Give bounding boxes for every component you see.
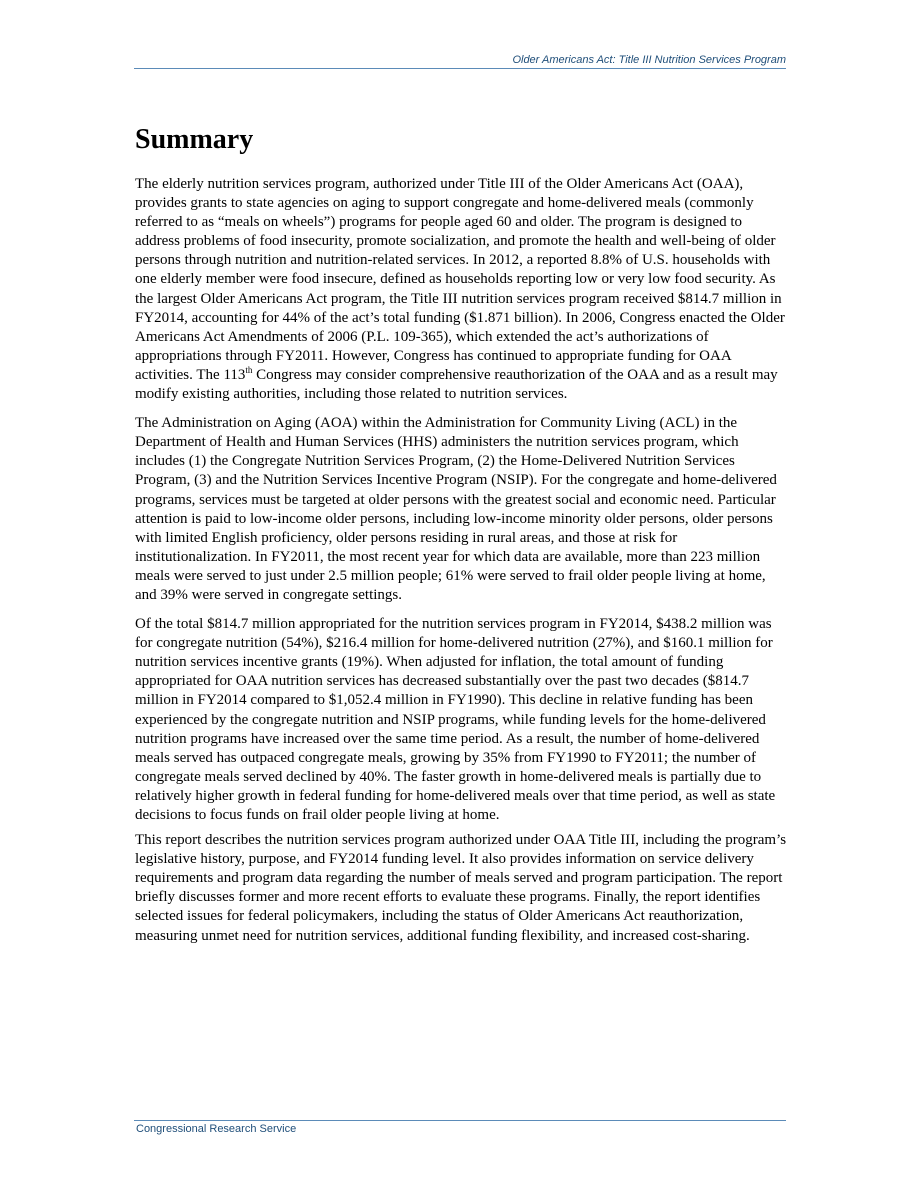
paragraph-1-text-b: Congress may consider comprehensive reauthorization of the OAA and as a result may modify existing authorities, including those related to nutrition services. [135,366,778,403]
ordinal-superscript: th [245,364,253,375]
header-divider [134,68,786,69]
footer-source: Congressional Research Service [136,1123,297,1135]
page-title: Summary [135,124,254,155]
paragraph-1-text-a: The elderly nutrition services program, authorized under Title III of the Older Americans Act (OAA), provides grants to state agencies on aging to support congregate and home-delivered meals (commonly referred to as “meals on wheels”) programs for people aged 60 and older. The program is designed to address problems of food insecurity, promote socialization, and promote the health and well-being of older persons through nutrition and nutrition-related services. In 2012, a reported 8.8% of U.S. households with one elderly member were food insecure, defined as households reporting low or very low food security. As the largest Older Americans Act program, the Title III nutrition services program received $814.7 million in FY2014, accounting for 44% of the act’s total funding ($1.871 billion). In 2006, Congress enacted the Older Americans Act Amendments of 2006 (P.L. 109-365), which extended the act’s authorizations of appropriations through FY2011. However, Congress has continued to appropriate funding for OAA activities. The 113 [135,176,785,383]
footer-divider [134,1120,786,1121]
paragraph-1 [135,175,787,404]
paragraph-4: This report describes the nutrition services program authorized under OAA Title III, including the program’s legislative history, purpose, and FY2014 funding level. It also provides information on service delivery requirements and program data regarding the number of meals served and program participation. The report briefly discusses former and more recent efforts to evaluate these programs. Finally, the report identifies selected issues for federal policymakers, including the status of Older Americans Act reauthorization, measuring unmet need for nutrition services, additional funding flexibility, and increased cost-sharing. [135,832,787,944]
paragraph-3: Of the total $814.7 million appropriated for the nutrition services program in FY2014, $438.2 million was for congregate nutrition (54%), $216.4 million for home-delivered nutrition (27%), and $160.1 million for nutrition services incentive grants (19%). When adjusted for inflation, the total amount of funding appropriated for OAA nutrition services has decreased substantially over the past two decades ($814.7 million in FY2014 compared to $1,052.4 million in FY1990). This decline in relative funding has been experienced by the congregate nutrition and NSIP programs, while funding levels for the home-delivered nutrition programs have increased over the same time period. As a result, the number of home-delivered meals served has outpaced congregate meals, growing by 35% from FY1990 to FY2011; the number of congregate meals served declined by 40%. The faster growth in home-delivered meals is partially due to relatively higher growth in federal funding for home-delivered meals over that time period, as well as state decisions to focus funds on frail older people living at home. [135,616,776,823]
paragraph-2: The Administration on Aging (AOA) within the Administration for Community Living (ACL) in the Department of Health and Human Services (HHS) administers the nutrition services program, which includes (1) the Congregate Nutrition Services Program, (2) the Home-Delivered Nutrition Services Program, (3) and the Nutrition Services Incentive Program (NSIP). For the congregate and home-delivered programs, services must be targeted at older persons with the greatest social and economic need. Particular attention is paid to low-income older persons, including low-income minority older persons, older persons with limited English proficiency, older persons residing in rural areas, and those at risk for institutionalization. In FY2011, the most recent year for which data are available, more than 223 million meals were served to just under 2.5 million people; 61% were served to frail older people living at home, and 39% were served in congregate settings. [135,415,777,603]
running-header: Older Americans Act: Title III Nutrition Services Program [512,54,786,66]
summary-body [135,175,787,956]
